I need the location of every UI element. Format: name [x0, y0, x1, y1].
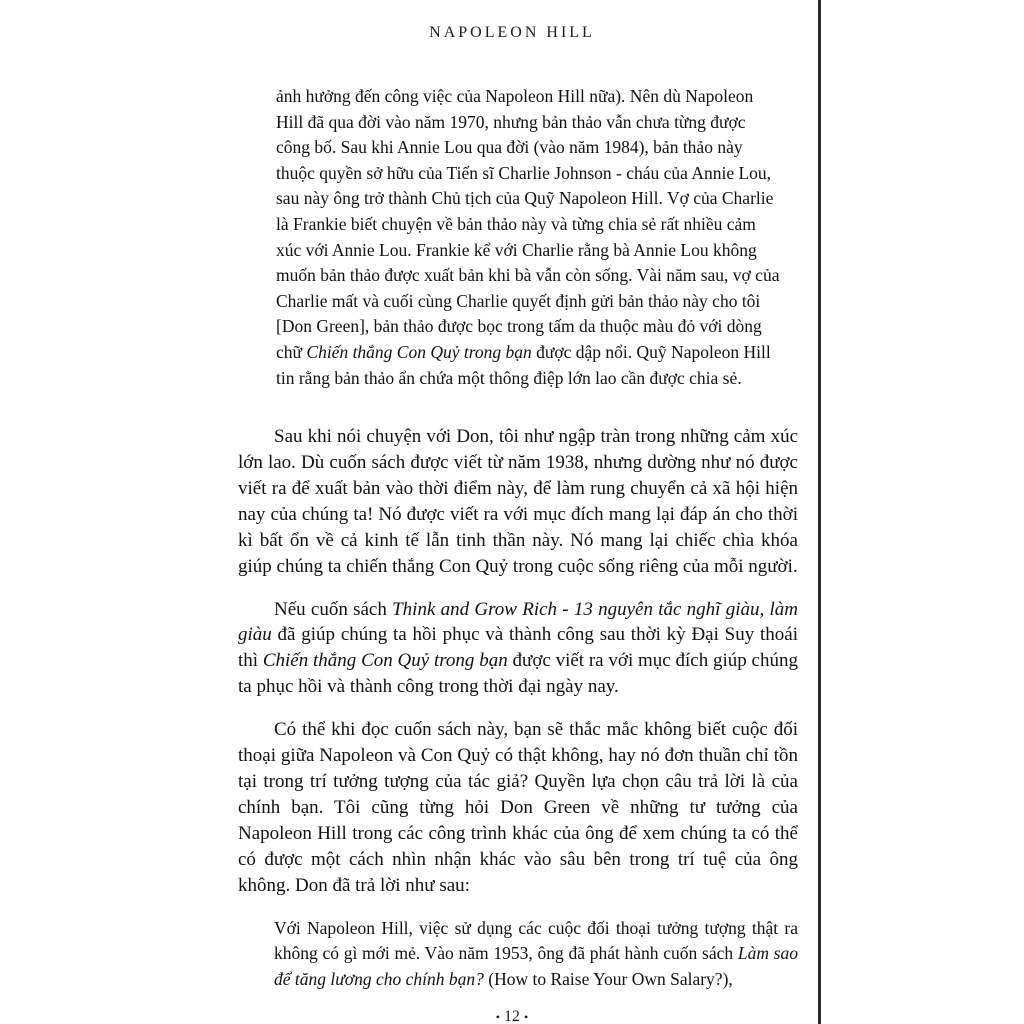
quote-text: (How to Raise Your Own Salary?), [483, 968, 733, 989]
page-number-value: 12 [504, 1008, 520, 1024]
quote-line: xúc với Annie Lou. Frankie kể với Charlie rằng bà Annie Lou không [276, 239, 757, 260]
quote-line: Charlie mất và cuối cùng Charlie quyết định gửi bản thảo này cho tôi [276, 290, 761, 311]
paragraph-1: Sau khi nói chuyện với Don, tôi như ngập tràn trong những cảm xúc lớn lao. Dù cuốn sách được viết từ năm 1938, nhưng dường như nó được viết ra để xuất bản vào thời điểm này, để làm rung chuyển cả xã hội hiện nay của chúng ta! Nó được viết ra với mục đích mang lại đáp án cho thời kì bất ổn về cả kinh tế lẫn tinh thần này. Nó mang lại chiếc chìa khóa giúp chúng ta chiến thắng Con Quỷ trong cuộc sống riêng của mỗi người. [238, 426, 798, 577]
body-text [238, 84, 798, 992]
book-title-italic: Làm sao để tăng lương cho chính bạn? [274, 943, 798, 989]
quote-line: thuộc quyền sở hữu của Tiến sĩ Charlie Johnson - cháu của Annie Lou, [276, 162, 772, 183]
quote-line: công bố. Sau khi Annie Lou qua đời (vào năm 1984), bản thảo này [276, 137, 743, 158]
quote-line: Hill đã qua đời vào năm 1970, nhưng bản thảo vẫn chưa từng được [276, 111, 746, 132]
quote-line-text: được dập nổi. Quỹ Napoleon Hill [531, 341, 771, 362]
quote-text: Với Napoleon Hill, việc sử dụng các cuộc đối thoại tưởng tượng thật ra không có gì mới mẻ. Vào năm 1953, ông đã phát hành cuốn sách [274, 917, 798, 964]
paragraph-2 [238, 597, 798, 701]
quote-block [276, 84, 798, 391]
quote-line: là Frankie biết chuyện về bản thảo này và từng chia sẻ rất nhiều cảm [276, 213, 756, 234]
running-head: NAPOLEON HILL [429, 24, 595, 41]
page-edge-divider [818, 0, 821, 1024]
page-number [0, 1008, 1024, 1024]
paragraph-3: Có thể khi đọc cuốn sách này, bạn sẽ thắc mắc không biết cuộc đối thoại giữa Napoleon và Con Quỷ có thật không, hay nó đơn thuần chỉ tồn tại trong trí tưởng tượng của tác giả? Quyền lựa chọn câu trả lời là của chính bạn. Tôi cũng từng hỏi Don Green về những tư tưởng của Napoleon Hill trong các công trình khác của ông để xem chúng ta có thể có được một cách nhìn nhận khác vào sâu bên trong trí tuệ của ông không. Don đã trả lời như sau: [238, 719, 798, 896]
paragraph-text: được viết ra với mục đích giúp chúng ta phục hồi và thành công trong thời đại ngày nay. [238, 650, 798, 698]
quote-line [276, 340, 798, 366]
book-title-italic: Chiến thắng Con Quỷ trong bạn [262, 650, 508, 672]
quote-line-text: chữ [276, 341, 307, 362]
quote-line: tin rằng bản thảo ẩn chứa một thông điệp lớn lao cần được chia sẻ. [276, 367, 742, 388]
quote-line: ảnh hưởng đến công việc của Napoleon Hill nữa). Nên dù Napoleon [276, 86, 754, 106]
quote-line: muốn bản thảo được xuất bản khi bà vẫn còn sống. Vài năm sau, vợ của [276, 265, 780, 286]
quote-line: [Don Green], bản thảo được bọc trong tấm da thuộc màu đỏ với dòng [276, 316, 762, 337]
book-title-italic: Think and Grow Rich - 13 nguyên tắc nghĩ giàu, làm giàu [238, 598, 798, 646]
quote-block-2 [274, 916, 798, 993]
paragraph-text: đã giúp chúng ta hồi phục và thành công sau thời kỳ Đại Suy thoái thì [238, 624, 798, 672]
quote-line: sau này ông trở thành Chủ tịch của Quỹ Napoleon Hill. Vợ của Charlie [276, 188, 774, 209]
paragraph-text: Nếu cuốn sách [274, 598, 393, 620]
ornament-right: • [524, 1010, 529, 1024]
book-title-italic: Chiến thắng Con Quỷ trong bạn [306, 341, 532, 362]
ornament-left: • [495, 1010, 500, 1024]
